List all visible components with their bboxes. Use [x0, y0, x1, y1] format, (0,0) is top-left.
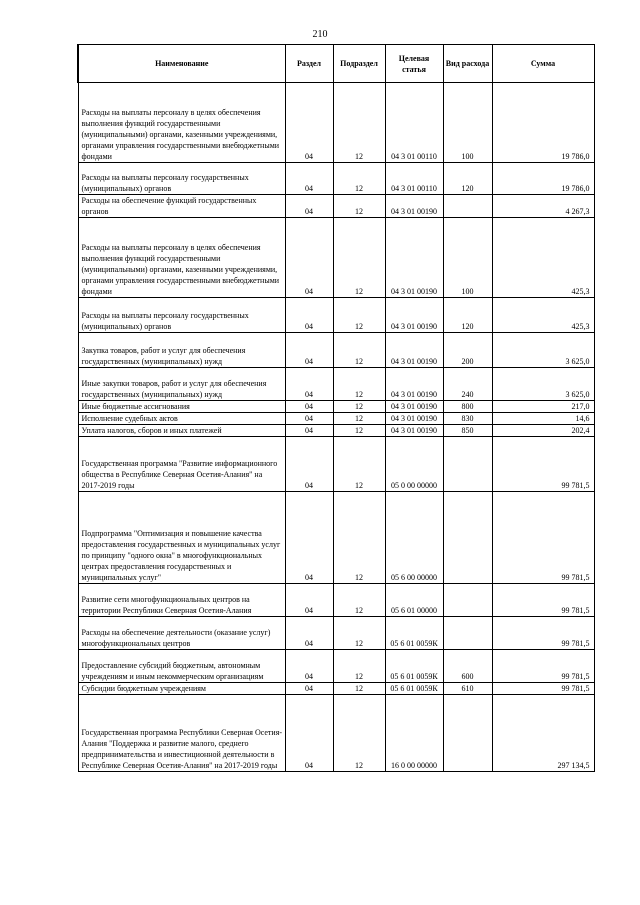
cell-subsection: 12	[333, 683, 385, 695]
cell-subsection: 12	[333, 425, 385, 437]
cell-section: 04	[285, 163, 333, 195]
cell-target: 04 3 01 00110	[385, 83, 443, 163]
table-row	[78, 695, 594, 772]
table-row	[78, 333, 594, 368]
cell-sum: 14,6	[492, 413, 594, 425]
cell-sum: 3 625,0	[492, 368, 594, 401]
table-row	[78, 413, 594, 425]
cell-type: 200	[443, 333, 492, 368]
cell-name: Исполнение судебных актов	[78, 413, 285, 425]
cell-sum: 217,0	[492, 401, 594, 413]
table-row	[78, 437, 594, 492]
cell-section: 04	[285, 195, 333, 218]
cell-section: 04	[285, 425, 333, 437]
cell-section: 04	[285, 617, 333, 650]
cell-target: 04 3 01 00190	[385, 218, 443, 298]
cell-name: Расходы на выплаты персоналу государственных (муниципальных) органов	[78, 298, 285, 333]
cell-type	[443, 492, 492, 584]
cell-type	[443, 584, 492, 617]
cell-section: 04	[285, 83, 333, 163]
cell-section: 04	[285, 584, 333, 617]
table-header-row	[78, 45, 594, 83]
cell-sum: 202,4	[492, 425, 594, 437]
cell-subsection: 12	[333, 413, 385, 425]
cell-target: 05 0 00 00000	[385, 437, 443, 492]
cell-type: 610	[443, 683, 492, 695]
table-body	[78, 83, 594, 772]
page-number: 210	[312, 29, 328, 40]
cell-section: 04	[285, 368, 333, 401]
cell-subsection: 12	[333, 650, 385, 683]
cell-name: Предоставление субсидий бюджетным, автономным учреждениям и иным некоммерческим организациям	[78, 650, 285, 683]
cell-target: 04 3 01 00110	[385, 163, 443, 195]
cell-sum: 99 781,5	[492, 650, 594, 683]
cell-type: 850	[443, 425, 492, 437]
cell-name: Расходы на обеспечение деятельности (оказание услуг) многофункциональных центров	[78, 617, 285, 650]
cell-subsection: 12	[333, 617, 385, 650]
cell-target: 05 6 01 0059К	[385, 617, 443, 650]
table-row	[78, 218, 594, 298]
cell-subsection: 12	[333, 298, 385, 333]
cell-subsection: 12	[333, 83, 385, 163]
cell-subsection: 12	[333, 437, 385, 492]
cell-name: Подпрограмма "Оптимизация и повышение качества предоставления государственных и муниципальных услуг по принципу "одного окна" в многофункциональных центрах предоставления государственных и муниципальных услуг"	[78, 492, 285, 584]
cell-target: 04 3 01 00190	[385, 195, 443, 218]
cell-type: 100	[443, 218, 492, 298]
cell-target: 04 3 01 00190	[385, 401, 443, 413]
budget-table	[77, 44, 595, 772]
cell-subsection: 12	[333, 163, 385, 195]
cell-name: Расходы на выплаты персоналу в целях обеспечения выполнения функций государственными (муниципальными) органами, казенными учреждениями, органами управления государственными внебюджетными фондами	[78, 83, 285, 163]
table-row	[78, 163, 594, 195]
cell-section: 04	[285, 333, 333, 368]
cell-type: 100	[443, 83, 492, 163]
cell-sum: 3 625,0	[492, 333, 594, 368]
table-row	[78, 584, 594, 617]
cell-name: Развитие сети многофункциональных центров на территории Республики Северная Осетия-Алания	[78, 584, 285, 617]
table-row	[78, 298, 594, 333]
cell-type: 600	[443, 650, 492, 683]
cell-target: 05 6 01 0059К	[385, 650, 443, 683]
cell-name: Уплата налогов, сборов и иных платежей	[78, 425, 285, 437]
cell-section: 04	[285, 492, 333, 584]
cell-name: Государственная программа "Развитие информационного общества в Республике Северная Осетия-Алания" на 2017-2019 годы	[78, 437, 285, 492]
table-row	[78, 83, 594, 163]
table-row	[78, 492, 594, 584]
cell-section: 04	[285, 683, 333, 695]
cell-sum: 19 786,0	[492, 163, 594, 195]
cell-type	[443, 695, 492, 772]
cell-sum: 425,3	[492, 298, 594, 333]
cell-sum: 99 781,5	[492, 584, 594, 617]
cell-type	[443, 195, 492, 218]
cell-sum: 99 781,5	[492, 683, 594, 695]
cell-target: 04 3 01 00190	[385, 413, 443, 425]
cell-section: 04	[285, 401, 333, 413]
cell-sum: 4 267,3	[492, 195, 594, 218]
cell-type: 120	[443, 298, 492, 333]
cell-subsection: 12	[333, 401, 385, 413]
cell-sum: 99 781,5	[492, 437, 594, 492]
cell-type	[443, 437, 492, 492]
cell-target: 04 3 01 00190	[385, 425, 443, 437]
cell-section: 04	[285, 437, 333, 492]
cell-name: Расходы на обеспечение функций государственных органов	[78, 195, 285, 218]
cell-section: 04	[285, 298, 333, 333]
cell-type: 800	[443, 401, 492, 413]
cell-target: 04 3 01 00190	[385, 333, 443, 368]
cell-subsection: 12	[333, 218, 385, 298]
header-sum: Сумма	[492, 45, 594, 83]
cell-subsection: 12	[333, 333, 385, 368]
cell-subsection: 12	[333, 584, 385, 617]
cell-type: 830	[443, 413, 492, 425]
table-row	[78, 401, 594, 413]
header-target: Целевая статья	[385, 45, 443, 83]
cell-name: Расходы на выплаты персоналу государственных (муниципальных) органов	[78, 163, 285, 195]
cell-sum: 99 781,5	[492, 617, 594, 650]
cell-section: 04	[285, 413, 333, 425]
cell-sum: 19 786,0	[492, 83, 594, 163]
cell-target: 05 6 00 00000	[385, 492, 443, 584]
cell-name: Иные бюджетные ассигнования	[78, 401, 285, 413]
table-row	[78, 683, 594, 695]
cell-sum: 297 134,5	[492, 695, 594, 772]
table-row	[78, 650, 594, 683]
header-section: Раздел	[285, 45, 333, 83]
cell-subsection: 12	[333, 195, 385, 218]
table-row	[78, 617, 594, 650]
cell-target: 04 3 01 00190	[385, 298, 443, 333]
cell-type	[443, 617, 492, 650]
cell-name: Расходы на выплаты персоналу в целях обеспечения выполнения функций государственными (муниципальными) органами, казенными учреждениями, органами управления государственными внебюджетными фондами	[78, 218, 285, 298]
header-name: Наименование	[78, 45, 285, 83]
table-row	[78, 195, 594, 218]
cell-target: 04 3 01 00190	[385, 368, 443, 401]
cell-target: 05 6 01 00000	[385, 584, 443, 617]
cell-type: 240	[443, 368, 492, 401]
header-type: Вид расхода	[443, 45, 492, 83]
cell-section: 04	[285, 650, 333, 683]
cell-subsection: 12	[333, 695, 385, 772]
cell-name: Закупка товаров, работ и услуг для обеспечения государственных (муниципальных) нужд	[78, 333, 285, 368]
cell-subsection: 12	[333, 492, 385, 584]
cell-section: 04	[285, 695, 333, 772]
cell-sum: 99 781,5	[492, 492, 594, 584]
cell-name: Государственная программа Республики Северная Осетия-Алания "Поддержка и развитие малого, среднего предпринимательства и инвестиционной деятельности в Республике Северная Осетия-Алания" на 2017-2019 годы	[78, 695, 285, 772]
cell-type: 120	[443, 163, 492, 195]
cell-target: 05 6 01 0059К	[385, 683, 443, 695]
cell-subsection: 12	[333, 368, 385, 401]
table-row	[78, 368, 594, 401]
cell-name: Иные закупки товаров, работ и услуг для обеспечения государственных (муниципальных) нужд	[78, 368, 285, 401]
cell-name: Субсидии бюджетным учреждениям	[78, 683, 285, 695]
cell-sum: 425,3	[492, 218, 594, 298]
table-row	[78, 425, 594, 437]
cell-section: 04	[285, 218, 333, 298]
cell-target: 16 0 00 00000	[385, 695, 443, 772]
header-subsection: Подраздел	[333, 45, 385, 83]
